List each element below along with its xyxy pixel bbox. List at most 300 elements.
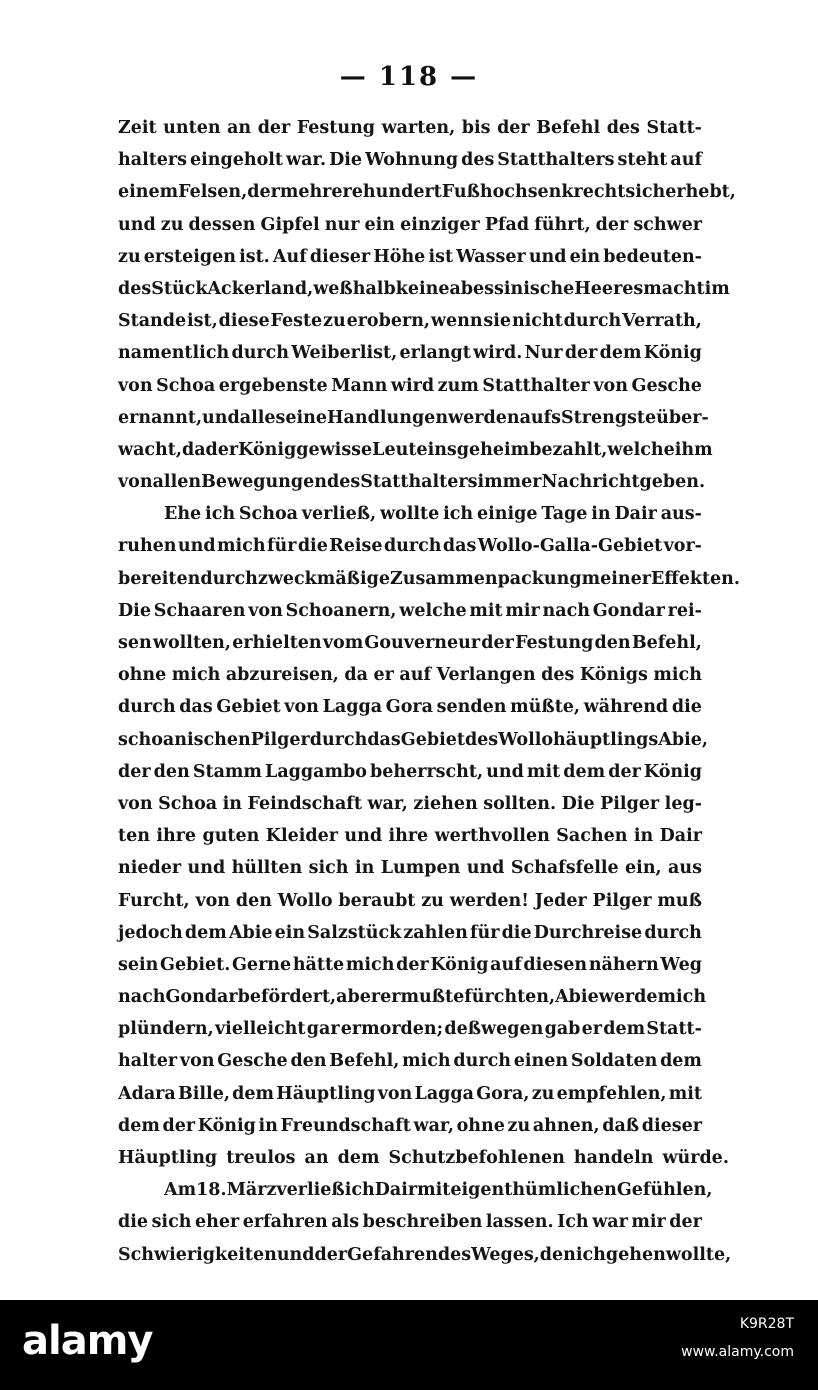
word: Freundschaft [280,1115,411,1136]
word: Kleider [265,826,338,847]
word: nach [118,987,166,1008]
word: Schaaren [153,600,246,621]
word: wollte, [665,1244,732,1265]
text-line [118,209,702,241]
word: Höhe [373,246,426,267]
word: Strengste [561,407,657,428]
word: ihm [674,439,713,460]
word: dem [603,1019,646,1040]
word: 18. [196,1180,227,1201]
word: hoch [479,182,528,203]
word: Statt- [646,1019,702,1040]
word: dem [232,1083,275,1104]
word: zu [118,246,141,267]
word: und [202,407,240,428]
word: die [671,697,702,718]
word: seine [275,407,328,428]
word: wacht, [118,439,182,460]
word: ahnen, [532,1115,600,1136]
word: geben. [639,472,706,493]
word: den [594,633,631,653]
word: Pfad [484,214,530,235]
word: einen [513,1051,569,1072]
word: Stück [151,278,208,299]
word: wenn [430,311,483,332]
word: Soldaten [570,1051,658,1072]
word: Jeder [534,890,587,911]
word: weßhalb [313,278,396,299]
word: Auf [272,246,307,267]
word: mir [631,1212,666,1233]
word: und [486,761,524,782]
word: Ackerland, [207,278,314,299]
word: auf [399,665,431,686]
word: bereiten [118,568,201,589]
word: Abie [228,922,273,943]
word: Häuptling [276,1083,376,1104]
word: Furcht, [118,890,190,911]
word: beschreiben [362,1212,483,1233]
word: aus [668,858,702,879]
word: den [153,761,190,782]
word: des [464,729,499,750]
word: der [564,343,598,364]
word: dem [337,1148,380,1168]
word: im [704,278,730,299]
word: sich [308,858,349,879]
word: muß [657,890,702,911]
word: Laggambo [265,761,367,782]
word: durch [309,729,368,750]
word: Ehe [164,504,202,525]
text-line [118,402,709,434]
word: Schutzbefohlenen [388,1148,565,1168]
word: Gefahren [347,1244,438,1265]
word: mit [526,761,561,782]
word: sein [118,954,159,975]
word: vielleicht [215,1019,306,1040]
word: da [344,665,368,686]
word: wird. [473,343,523,364]
word: zweckmäßige [257,568,390,589]
word: der [595,214,629,235]
word: Befehl [536,118,601,138]
word: einem [118,182,179,203]
word: Gebiet. [160,954,231,975]
word: aus- [660,504,702,525]
word: mich [657,987,707,1008]
word: Heeresmacht [574,278,705,299]
word: erhielten [232,633,322,653]
word: zum [437,375,479,396]
word: erobern, [346,311,431,332]
word: ist, [187,311,218,332]
word: von [377,1083,413,1104]
word: daß [602,1115,640,1136]
word: Schwierigkeiten [118,1244,277,1265]
word: von [118,472,153,493]
word: Stamm [192,761,262,782]
text-line [118,1142,729,1174]
text-line [118,241,702,273]
word: des [118,278,152,299]
word: hundert [362,182,442,203]
word: Reise [329,536,383,557]
word: Schoanern, [285,600,397,621]
word: Wollo [277,890,333,911]
word: von [179,1051,215,1072]
word: Zusammenpackung [389,568,582,589]
word: des [461,150,495,171]
word: Verrath, [622,311,702,332]
word: empfehlen, [556,1083,667,1104]
word: werden! [449,890,529,911]
word: Leute [372,439,428,460]
word: Durchreise [533,922,643,943]
word: den [235,890,272,911]
word: durch [231,343,290,364]
text-line [118,1174,713,1206]
word: war. [286,150,327,171]
word: war, [367,793,408,814]
word: während [583,697,669,718]
word: fürchten, [464,987,556,1008]
word: Befehl, [329,1051,400,1072]
word: eingeholt [190,150,284,171]
word: der [118,761,151,782]
word: des [606,118,640,138]
word: durch [118,697,176,718]
word: ein, [625,858,662,879]
word: ihre [156,826,197,847]
word: von [118,375,153,396]
text-line [118,530,702,562]
word: war [592,1212,628,1233]
word: die [501,922,532,943]
body-text [118,112,740,1271]
word: in [258,1115,278,1136]
word: erhebt, [665,182,736,203]
word: und [118,214,156,235]
word: dem [660,1051,702,1072]
word: Königs [579,665,648,686]
text-line [118,370,702,402]
word: an [304,1148,329,1168]
text-line [118,176,736,208]
word: der [247,182,280,203]
word: vor- [663,536,702,557]
word: der [481,633,514,653]
word: beherrscht, [370,761,484,782]
text-line [118,820,702,852]
word: in [633,826,654,847]
word: treulos [226,1148,296,1168]
text-line [118,917,702,949]
word: Ich [557,1212,589,1233]
text-line [118,1045,702,1077]
text-line [118,466,706,498]
word: und [187,858,226,879]
word: ein [569,246,601,267]
word: Pilger [592,890,652,911]
word: dessen [188,214,256,235]
word: in [591,504,611,525]
word: dem [184,922,227,943]
word: deßwegen [444,1019,544,1040]
word: von [284,697,319,718]
word: des [541,665,575,686]
text-line [118,1239,732,1271]
word: Feindschaft [247,793,362,814]
word: jedoch [118,922,183,943]
word: führt, [534,214,591,235]
word: dem [599,343,642,364]
text-line [118,756,702,788]
word: von [118,793,153,814]
word: Lagga [322,697,383,718]
word: März [226,1180,277,1201]
word: ziehen [413,793,478,814]
word: das [442,536,477,557]
text-line [118,788,702,820]
alamy-logo: alamy [22,1318,153,1364]
word: des [326,472,361,493]
word: Gondar [592,600,665,621]
word: von [593,375,628,396]
word: der [497,118,530,138]
word: an [227,118,252,138]
word: der [257,118,291,138]
word: senden [436,697,507,718]
word: Gesche [631,375,702,396]
word: ist [428,246,454,267]
word: Dair [659,826,702,847]
word: gewisse [296,439,373,460]
word: Adara [118,1083,176,1104]
word: unten [163,118,221,138]
word: diese [218,311,270,332]
word: Stande [118,311,187,332]
word: aber [336,987,381,1008]
word: das [179,697,213,718]
text-line [118,724,708,756]
word: Dair [374,1180,418,1201]
word: ein [274,922,306,943]
word: König [643,761,702,782]
word: welche [399,600,467,621]
word: Bille, [177,1083,230,1104]
word: wollte [379,504,440,525]
text-line [118,885,702,917]
word: abzureisen, [225,665,339,686]
word: Bewegungen [201,472,327,493]
word: Statthalters [360,472,478,493]
word: Mann [331,375,388,396]
word: befördert, [237,987,337,1008]
word: warten, [381,118,456,138]
word: die [118,1212,149,1233]
word: mich [171,665,221,686]
word: alle [239,407,276,428]
word: sollten. [483,793,557,814]
word: Wasser [456,246,526,267]
word: in [354,858,375,879]
word: ernannt, [118,407,203,428]
word: der [314,1244,348,1265]
word: gab [544,1019,581,1040]
word: dieser [641,1115,702,1136]
word: erlangt [399,343,471,364]
word: der [669,1212,702,1233]
word: ermorden; [340,1019,444,1040]
word: Handlungen [327,407,449,428]
word: erfahren [242,1212,328,1233]
word: Felsen, [178,182,248,203]
word: rei- [667,600,702,621]
word: Statthalter [482,375,590,396]
word: ich [443,504,474,525]
word: ich [205,504,236,525]
word: Schoa [238,504,298,525]
word: zu [531,1083,555,1104]
word: auf [670,150,702,171]
word: Effekten. [651,568,740,589]
word: durch [200,568,258,589]
word: nähern [588,954,659,975]
word: handeln [573,1148,654,1168]
word: ich [344,1180,375,1201]
word: Feste [270,311,323,332]
word: müßte, [510,697,581,718]
text-line [118,595,702,627]
word: Sachen [556,826,628,847]
text-line [118,852,702,884]
word: König [238,439,297,460]
word: mich [653,665,702,686]
word: wird [390,375,435,396]
word: Tage [541,504,588,525]
word: auf [490,954,522,975]
word: Befehl, [631,633,702,653]
text-line [118,1078,702,1110]
word: sich [625,182,666,203]
word: Weiberlist, [291,343,398,364]
word: Gipfel [260,214,320,235]
word: mir [505,600,540,621]
image-id: K9R28T [739,1316,794,1332]
word: nach [542,600,590,621]
word: und [466,858,505,879]
word: meiner [581,568,651,589]
word: namentlich [118,343,230,364]
watermark-footer [0,1300,818,1390]
word: beraubt [338,890,416,911]
word: König [197,1115,256,1136]
word: ich [575,1244,606,1265]
word: Statt- [646,118,702,138]
word: wollten, [152,633,231,653]
word: steht [617,150,668,171]
word: Festung [296,118,376,138]
word: ihre [388,826,429,847]
word: Die [561,793,595,814]
word: gehen [605,1244,666,1265]
word: einige [476,504,538,525]
word: der [162,1115,196,1136]
word: für [266,536,297,557]
text-line [118,273,730,305]
word: durch [383,536,442,557]
word: schwer [633,214,702,235]
word: Lumpen [380,858,461,879]
site-url: www.alamy.com [681,1344,794,1360]
word: war, [413,1115,454,1136]
word: eigenthümlichen [450,1180,617,1201]
text-line [118,981,707,1013]
word: mich [217,536,266,557]
word: einziger [400,214,480,235]
word: ruhen [118,536,177,557]
word: mit [668,1083,702,1104]
word: lassen. [485,1212,554,1233]
word: Pilger [600,793,660,814]
word: Festung [515,633,594,653]
word: verließ, [301,504,377,525]
word: guten [202,826,260,847]
page-number: — 118 — [339,62,479,92]
word: werthvollen [434,826,550,847]
word: dem [118,1115,160,1136]
word: welche [607,439,675,460]
word: verließ [276,1180,345,1201]
word: zu [507,1115,531,1136]
word: Gebiet [400,729,465,750]
word: abessinische [449,278,575,299]
word: eher [194,1212,240,1233]
word: des [437,1244,472,1265]
word: und [528,246,567,267]
word: Dair [614,504,657,525]
text-line [118,1206,702,1238]
word: und [177,536,216,557]
word: König [643,343,702,364]
word: er [581,1019,603,1040]
word: immer [477,472,542,493]
word: er [373,665,394,686]
word: hätte [292,954,345,975]
word: ersteigen [143,246,236,267]
word: Statthalters [497,150,615,171]
word: würde. [662,1148,729,1168]
word: und [344,826,383,847]
text-line [118,337,702,369]
word: durch [563,311,622,332]
word: Schafsfelle [510,858,619,879]
word: Die [329,150,363,171]
text-line [118,627,702,659]
word: in [222,793,243,814]
word: nicht [511,311,563,332]
word: Weges, [471,1244,540,1265]
word: allen [152,472,202,493]
text-line [118,144,702,176]
word: die [297,536,328,557]
word: Wollo-Galla-Gebiet [477,536,663,557]
word: das [367,729,401,750]
word: diesen [523,954,588,975]
word: aufs [519,407,562,428]
word: gar [306,1019,340,1040]
